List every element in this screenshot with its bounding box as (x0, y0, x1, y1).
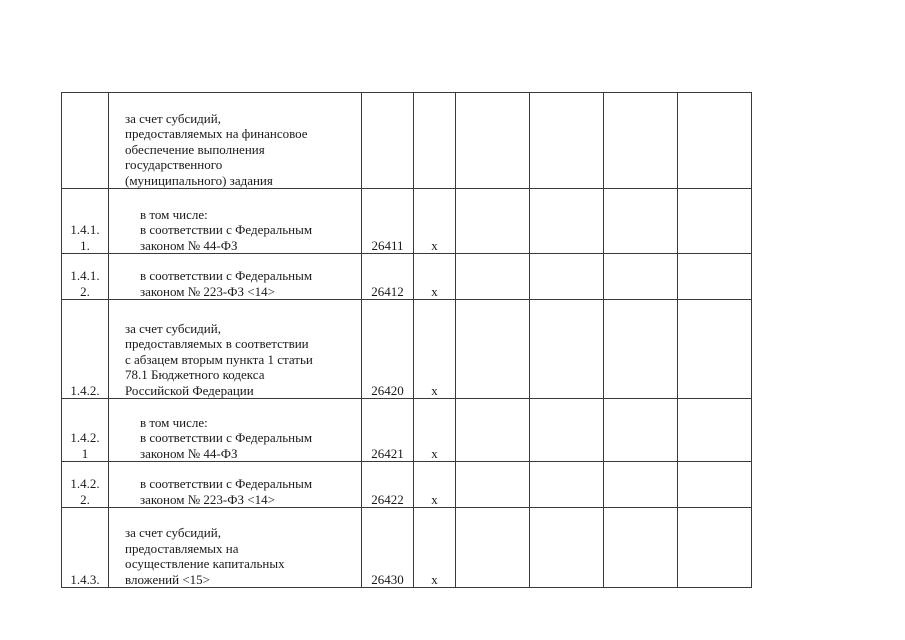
row-mark: х (414, 399, 456, 462)
empty-cell (604, 254, 678, 300)
row-number: 1.4.2. 2. (62, 462, 109, 508)
empty-cell (530, 399, 604, 462)
empty-cell (456, 93, 530, 189)
row-description (109, 462, 362, 508)
empty-cell (604, 399, 678, 462)
empty-cell (530, 93, 604, 189)
row-description-text: в том числе: в соответствии с Федеральным законом № 44-ФЗ (140, 414, 313, 461)
empty-cell (456, 189, 530, 254)
row-description-text: за счет субсидий, предоставляемых в соответствии с абзацем вторым пункта 1 статьи 78.1 Бюджетного кодекса Российской Федерации (125, 320, 313, 398)
table-row (62, 399, 752, 462)
row-description-text: в том числе: в соответствии с Федеральным законом № 44-ФЗ (140, 206, 313, 253)
table-row (62, 300, 752, 399)
row-description (109, 189, 362, 254)
empty-cell (678, 93, 752, 189)
row-description (109, 300, 362, 399)
row-code: 26430 (362, 508, 414, 588)
empty-cell (604, 508, 678, 588)
empty-cell (530, 300, 604, 399)
row-mark: х (414, 189, 456, 254)
empty-cell (530, 189, 604, 254)
row-description-text: в соответствии с Федеральным законом № 223-ФЗ <14> (140, 476, 313, 507)
budget-table (61, 92, 752, 588)
table-body (62, 93, 752, 588)
empty-cell (456, 254, 530, 300)
row-number: 1.4.2. (62, 300, 109, 399)
row-description-text: за счет субсидий, предоставляемых на осуществление капитальных вложений <15> (125, 525, 285, 587)
empty-cell (678, 300, 752, 399)
empty-cell (456, 300, 530, 399)
row-mark: х (414, 300, 456, 399)
row-number: 1.4.1. 1. (62, 189, 109, 254)
row-description (109, 508, 362, 588)
empty-cell (604, 93, 678, 189)
row-code (362, 93, 414, 189)
row-description-text: за счет субсидий, предоставляемых на финансовое обеспечение выполнения государственного (муниципального) задания (125, 110, 308, 188)
row-description (109, 93, 362, 189)
empty-cell (456, 399, 530, 462)
row-code: 26422 (362, 462, 414, 508)
row-description (109, 399, 362, 462)
table-row (62, 93, 752, 189)
empty-cell (678, 508, 752, 588)
empty-cell (604, 300, 678, 399)
empty-cell (604, 462, 678, 508)
row-code: 26421 (362, 399, 414, 462)
empty-cell (530, 462, 604, 508)
empty-cell (530, 508, 604, 588)
row-code: 26420 (362, 300, 414, 399)
row-description (109, 254, 362, 300)
row-mark: х (414, 462, 456, 508)
row-mark: х (414, 254, 456, 300)
row-mark (414, 93, 456, 189)
row-number (62, 93, 109, 189)
empty-cell (678, 399, 752, 462)
row-mark: х (414, 508, 456, 588)
row-number: 1.4.2. 1 (62, 399, 109, 462)
row-code: 26412 (362, 254, 414, 300)
row-code: 26411 (362, 189, 414, 254)
table-row (62, 462, 752, 508)
empty-cell (456, 462, 530, 508)
empty-cell (678, 189, 752, 254)
table-row (62, 189, 752, 254)
row-number: 1.4.1. 2. (62, 254, 109, 300)
empty-cell (678, 462, 752, 508)
empty-cell (678, 254, 752, 300)
row-description-text: в соответствии с Федеральным законом № 223-ФЗ <14> (140, 268, 313, 299)
table-row (62, 508, 752, 588)
row-number: 1.4.3. (62, 508, 109, 588)
empty-cell (456, 508, 530, 588)
empty-cell (604, 189, 678, 254)
table-row (62, 254, 752, 300)
empty-cell (530, 254, 604, 300)
